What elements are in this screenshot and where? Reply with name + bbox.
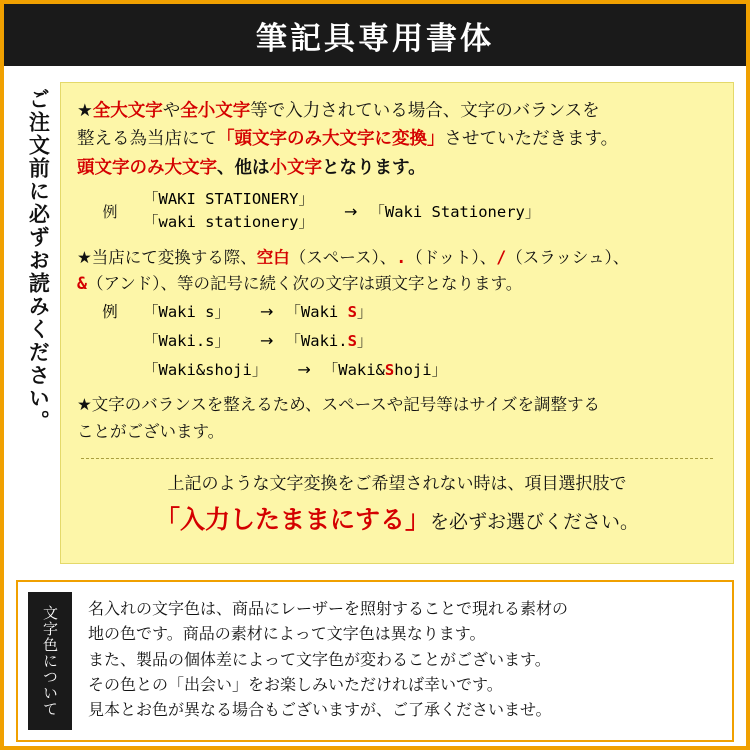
notice-line5-emph: & — [77, 274, 87, 294]
example-1-left-bottom: 「waki stationery」 — [143, 213, 314, 232]
notice-panel — [60, 82, 734, 564]
example-2 — [77, 300, 717, 382]
notice-line1-emph1: 全大文字 — [92, 101, 163, 121]
example-2-row1-from: 「Waki.s」 — [143, 331, 230, 350]
bullet-star-1: ★ — [77, 101, 93, 121]
text-color-line-2: また、製品の個体差によって文字色が変わることがございます。 — [88, 649, 551, 669]
text-color-line-4: 見本とお色が異なる場合もございますが、ご了承くださいませ。 — [88, 700, 552, 720]
example-2-row2-arrow: → — [297, 359, 311, 379]
notice-line-3: 頭文字のみ大文字、他は小文字となります。 — [77, 157, 426, 178]
example-1-right: 「Waki Stationery」 — [369, 203, 541, 222]
example-2-row-1 — [77, 329, 717, 354]
text-color-tab-label: 文字色について — [41, 605, 59, 717]
notice-line4-emph1: 空白 — [256, 247, 290, 267]
example-2-row-0 — [77, 300, 717, 325]
notice-line3-emph1: 頭文字のみ大文字 — [77, 157, 217, 178]
notice-line-7: ことがございます。 — [77, 422, 225, 442]
example-2-row0-from: 「Waki s」 — [143, 302, 230, 321]
notice-line-1: ★全大文字や全小文字等で入力されている場合、文字のバランスを — [77, 101, 600, 121]
example-2-label: 例 — [102, 302, 118, 321]
body-area — [4, 66, 746, 750]
notice-line4-emph2: . — [396, 247, 407, 267]
page-title: 筆記具専用書体 — [256, 20, 494, 57]
notice-line3-emph2: 小文字 — [269, 157, 322, 178]
header-banner — [4, 4, 746, 66]
text-color-description — [72, 582, 732, 740]
notice-line1-emph2: 全小文字 — [180, 101, 251, 121]
example-2-row2-to: 「Waki& — [322, 360, 385, 379]
text-color-line-3: その色との「出会い」をお楽しみいただければ幸いです。 — [88, 674, 503, 694]
example-2-row0-arrow: → — [260, 301, 274, 321]
example-2-row1-arrow: → — [260, 330, 274, 350]
example-1-label: 例 — [102, 202, 118, 221]
notice-line-6: ★文字のバランスを整えるため、スペースや記号等はサイズを調整する — [77, 395, 600, 415]
example-2-row1-tail: 」 — [356, 331, 373, 350]
example-1-left-top: 「WAKI STATIONERY」 — [143, 190, 314, 209]
example-2-row2-hl: S — [384, 360, 395, 379]
closing-line-2: 「入力したままにする」を必ずお選びください。 — [154, 504, 640, 534]
notice-line-2: 整える為当店にて「頭文字のみ大文字に変換」させていただきます。 — [77, 129, 619, 150]
example-2-row0-tail: 」 — [356, 302, 373, 321]
closing-line-1: 上記のような文字変換をご希望されない時は、項目選択肢で — [167, 473, 627, 494]
example-1 — [77, 188, 717, 235]
text-color-line-1: 地の色です。商品の素材によって文字色は異なります。 — [88, 624, 486, 644]
example-2-row-2 — [77, 358, 717, 383]
example-2-row1-hl: S — [347, 331, 357, 350]
notice-line-5: &（アンド）、等の記号に続く次の文字は頭文字となります。 — [77, 274, 523, 294]
example-2-row0-hl: S — [347, 302, 357, 321]
example-2-row1-to: 「Waki. — [285, 331, 348, 350]
example-1-arrow: → — [343, 201, 358, 221]
example-2-row2-tail: hoji」 — [394, 360, 448, 379]
example-2-row0-to: 「Waki — [285, 302, 348, 321]
notice-line-4: ★当店にて変換する際、空白（スペース）、.（ドット）、/（スラッシュ）、 — [77, 247, 630, 267]
vertical-caution-label — [16, 82, 60, 564]
text-color-box — [16, 580, 734, 742]
text-color-tab — [28, 592, 72, 730]
vertical-caution-text: ご注文前に必ずお読みください。 — [26, 88, 51, 433]
notice-line2-emph: 「頭文字のみ大文字に変換」 — [217, 129, 445, 150]
closing-highlight: 「入力したままにする」 — [154, 504, 430, 534]
example-1-left — [143, 188, 314, 235]
divider-dashed — [81, 458, 713, 459]
notice-row — [16, 82, 734, 564]
notice-line4-emph3: / — [496, 247, 507, 267]
example-2-row2-from: 「Waki&shoji」 — [143, 360, 268, 379]
text-color-line-0: 名入れの文字色は、商品にレーザーを照射することで現れる素材の — [88, 599, 569, 618]
